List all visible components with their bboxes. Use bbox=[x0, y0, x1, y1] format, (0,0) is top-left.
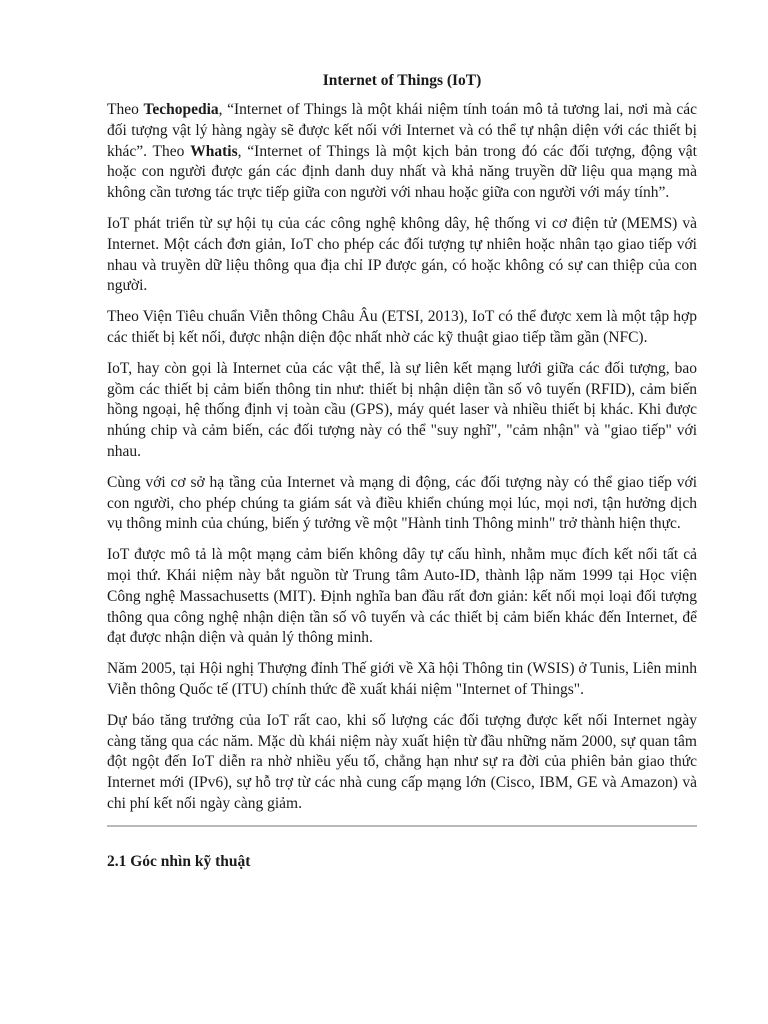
paragraph-wsis: Năm 2005, tại Hội nghị Thượng đỉnh Thế giới về Xã hội Thông tin (WSIS) ở Tunis, Liên minh Viễn thông Quốc tế (ITU) chính thức đề xuất khái niệm "Internet of Things". bbox=[107, 660, 697, 698]
source-whatis: Whatis bbox=[190, 142, 238, 160]
paragraph-text: Theo bbox=[107, 101, 144, 118]
paragraph-auto-id: IoT được mô tả là một mạng cảm biến không dây tự cấu hình, nhằm mục đích kết nối tất cả mọi thứ. Khái niệm này bắt nguồn từ Trung tâm Auto-ID, thành lập năm 1999 tại Học viện Công nghệ Massachusetts (MIT). Định nghĩa ban đầu rất đơn giản: kết nối mọi loại đối tượng thông qua công nghệ nhận diện tần số vô tuyến và các thiết bị cảm biến khác đến Internet, để đạt được nhận diện và quản lý thông minh. bbox=[107, 546, 697, 647]
paragraph-growth: Dự báo tăng trưởng của IoT rất cao, khi số lượng các đối tượng được kết nối Internet ngày càng tăng qua các năm. Mặc dù khái niệm này xuất hiện từ đầu những năm 2000, sự quan tâm đột ngột đến IoT diễn ra nhờ nhiều yếu tố, chẳng hạn như sự ra đời của phiên bản giao thức Internet mới (IPv6), sự hỗ trợ từ các nhà cung cấp mạng lớn (Cisco, IBM, GE và Amazon) và chi phí kết nối ngày càng giảm. bbox=[107, 711, 697, 812]
section-heading: 2.1 Góc nhìn kỹ thuật bbox=[107, 852, 251, 870]
paragraph-etsi: Theo Viện Tiêu chuẩn Viễn thông Châu Âu (ETSI, 2013), IoT có thể được xem là một tập hợp các thiết bị kết nối, được nhận diện độc nhất nhờ các kỹ thuật giao tiếp tầm gần (NFC). bbox=[107, 308, 697, 346]
paragraph-internet-of-objects: IoT, hay còn gọi là Internet của các vật thể, là sự liên kết mạng lưới giữa các đối tượng, bao gồm các thiết bị cảm biến thông tin như: thiết bị nhận diện tần số vô tuyến (RFID), cảm biến hồng ngoại, hệ thống định vị toàn cầu (GPS), máy quét laser và nhiều thiết bị khác. Khi được nhúng chip và cảm biến, các đối tượng này có thể "suy nghĩ", "cảm nhận" và "giao tiếp" với nhau. bbox=[107, 359, 697, 460]
paragraph-text: , “Internet of Things là một kịch bản trong đó các đối tượng, động vật hoặc con người được gán các định danh duy nhất và khả năng truyền dữ liệu qua mạng mà không cần tương tác trực tiếp giữa con người với nhau hoặc giữa con người với máy tính”. bbox=[107, 142, 697, 202]
source-techopedia: Techopedia bbox=[143, 101, 219, 118]
paragraph-definitions bbox=[107, 100, 697, 204]
document-title: Internet of Things (IoT) bbox=[322, 72, 482, 89]
paragraph-text: , “Internet of Things là một khái niệm tính toán mô tả tương lai, nơi mà các đối tượng vật lý hàng ngày sẽ được kết nối với Internet và có thể tự nhận diện với các thiết bị khác”. Theo bbox=[107, 101, 697, 160]
section-divider bbox=[107, 825, 697, 827]
document-page bbox=[107, 70, 697, 872]
paragraph-smart-planet: Cùng với cơ sở hạ tầng của Internet và mạng di động, các đối tượng này có thể giao tiếp với con người, cho phép chúng ta giám sát và điều khiển chúng mọi lúc, mọi nơi, tận hưởng dịch vụ thông minh của chúng, biến ý tưởng về một "Hành tinh Thông minh" trở thành hiện thực. bbox=[107, 473, 697, 533]
paragraph-convergence: IoT phát triển từ sự hội tụ của các công nghệ không dây, hệ thống vi cơ điện tử (MEMS) và Internet. Một cách đơn giản, IoT cho phép các đối tượng tự nhiên hoặc nhân tạo giao tiếp với nhau và truyền dữ liệu thông qua địa chỉ IP được gán, có hoặc không có sự can thiệp của con người. bbox=[107, 214, 697, 295]
